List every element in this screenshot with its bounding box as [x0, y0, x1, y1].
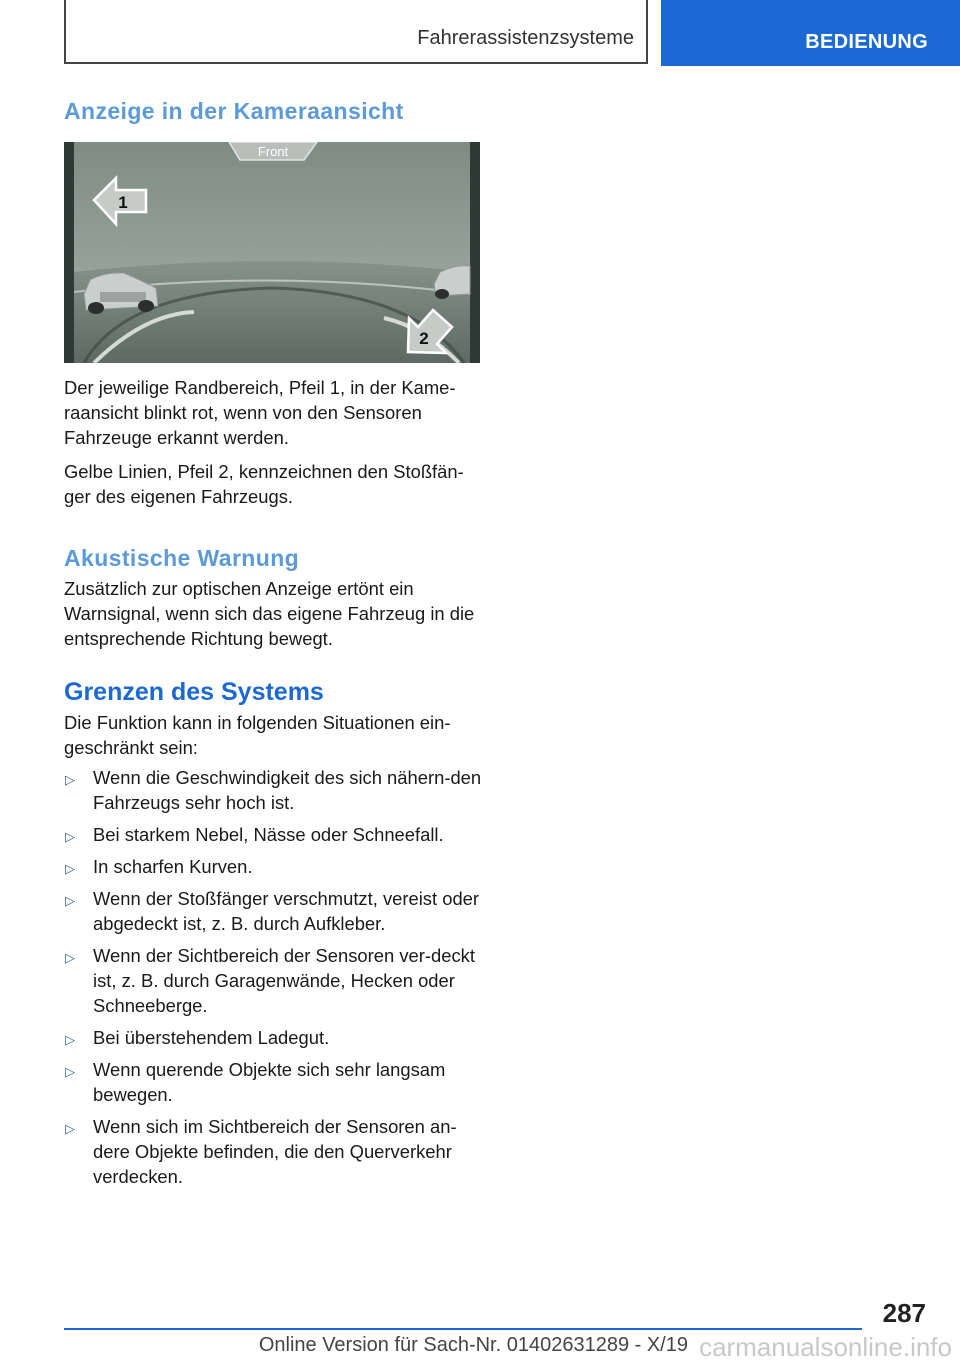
list-item: ▷ In scharfen Kurven. — [64, 854, 484, 879]
triangle-right-icon: ▷ — [65, 1032, 75, 1047]
triangle-right-icon: ▷ — [65, 950, 75, 965]
camera-view-paragraph-1: Der jeweilige Randbereich, Pfeil 1, in der Kame-raansicht blinkt rot, wenn von den Sensoren Fahrzeuge erkannt werden. — [64, 377, 456, 448]
list-item: ▷ Bei überstehendem Ladegut. — [64, 1025, 484, 1050]
list-item: ▷ Bei starkem Nebel, Nässe oder Schneefall. — [64, 822, 484, 847]
section-title: Fahrerassistenzsysteme — [417, 27, 634, 49]
list-item: ▷ Wenn der Stoßfänger verschmutzt, vereist oder abgedeckt ist, z. B. durch Aufkleber. — [65, 888, 480, 934]
watermark: carmanualsonline.info — [699, 1332, 952, 1362]
online-version-text: Online Version für Sach-Nr. 01402631289 - X/19 — [258, 1334, 688, 1356]
system-limits-intro: Die Funktion kann in folgenden Situationen ein-geschränkt sein: — [64, 712, 451, 758]
page-number: 287 — [882, 1298, 926, 1328]
triangle-right-icon: ▷ — [65, 1121, 75, 1136]
triangle-right-icon: ▷ — [65, 1064, 75, 1079]
triangle-right-icon: ▷ — [65, 861, 75, 876]
camera-view-figure — [64, 142, 480, 363]
list-item: ▷ Wenn sich im Sichtbereich der Sensoren an-dere Objekte befinden, die den Querverkehr verdecken. — [65, 1116, 457, 1187]
list-item: ▷ Wenn querende Objekte sich sehr langsam bewegen. — [65, 1059, 446, 1105]
page-content — [64, 98, 484, 1189]
camera-view-paragraph-2: Gelbe Linien, Pfeil 2, kennzeichnen den Stoßfän-ger des eigenen Fahrzeugs. — [64, 461, 464, 507]
list-item: ▷ Wenn die Geschwindigkeit des sich nähern-den Fahrzeugs sehr hoch ist. — [65, 767, 482, 813]
system-limits-list — [64, 765, 484, 1189]
arrow-2-label: 2 — [419, 329, 429, 348]
front-label: Front — [257, 144, 289, 159]
triangle-right-icon: ▷ — [65, 829, 75, 844]
running-header-box — [64, 0, 648, 64]
list-item: ▷ Wenn der Sichtbereich der Sensoren ver-deckt ist, z. B. durch Garagenwände, Hecken oder Schneeberge. — [65, 945, 475, 1016]
triangle-right-icon: ▷ — [65, 893, 75, 908]
triangle-right-icon: ▷ — [65, 772, 75, 787]
chapter-tab: BEDIENUNG — [661, 0, 960, 66]
footer-divider — [64, 1328, 862, 1330]
acoustic-warning-heading: Akustische Warnung — [64, 545, 300, 571]
acoustic-warning-paragraph: Zusätzlich zur optischen Anzeige ertönt ein Warnsignal, wenn sich das eigene Fahrzeug in die entsprechende Richtung bewegt. — [64, 578, 475, 649]
system-limits-heading: Grenzen des Systems — [64, 678, 324, 706]
camera-view-heading: Anzeige in der Kameraansicht — [64, 98, 404, 124]
arrow-1-label: 1 — [118, 193, 128, 212]
